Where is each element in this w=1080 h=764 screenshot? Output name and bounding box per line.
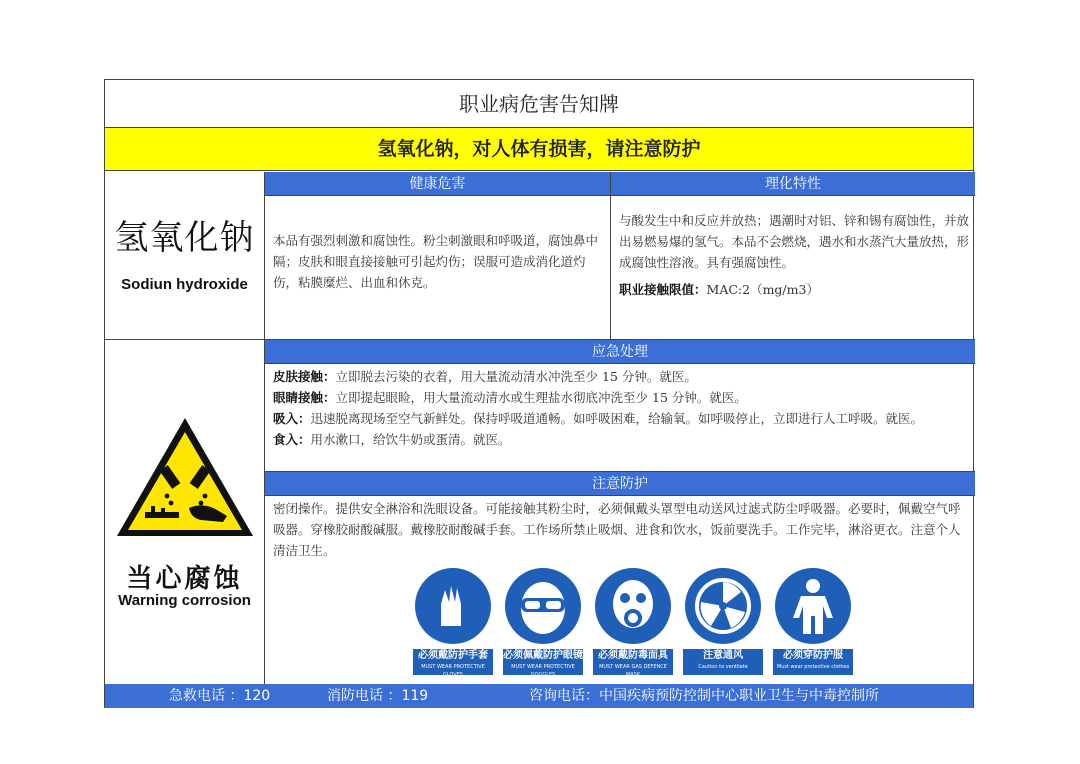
emergency-item-inhalation (273, 408, 967, 429)
emergency-heading: 应急处理 (265, 340, 975, 364)
ppe-sublabel: MUST WEAR PROTECTIVE GOGGLES (511, 664, 575, 678)
exposure-limit (619, 279, 969, 300)
warning-sign-text-en: Warning corrosion (118, 592, 251, 609)
substance-name-en: Sodiun hydroxide (121, 276, 248, 293)
emergency-item-label: 食入： (273, 432, 311, 447)
ppe-label: 必须戴防护手套 (418, 650, 488, 661)
emergency-item-text: 立即提起眼睑，用大量流动清水或生理盐水彻底冲洗至少 15 分钟。就医。 (335, 390, 747, 405)
emergency-list (265, 364, 975, 472)
emergency-item-text: 迅速脱离现场至空气新鲜处。保持呼吸道通畅。如呼吸困难，给输氧。如呼吸停止，立即进行人工呼吸。就医。 (310, 411, 924, 426)
emergency-item-skin (273, 366, 967, 387)
emergency-item-eyes (273, 387, 967, 408)
protection-text: 密闭操作。提供安全淋浴和洗眼设备。可能接触其粉尘时，必须佩戴头罩型电动送风过滤式防尘呼吸器。必要时，佩戴空气呼吸器。穿橡胶耐酸碱服。戴橡胶耐酸碱手套。工作场所禁止吸烟、进食和饮水，饭前要洗手。工作完毕，淋浴更衣。注意个人清洁卫生。 (273, 501, 961, 558)
substance-name-cell (105, 172, 265, 340)
physchem-body: 与酸发生中和反应并放热；遇潮时对铝、锌和锡有腐蚀性，并放出易燃易爆的氢气。本品不会燃烧，遇水和水蒸汽大量放热，形成腐蚀性溶液。具有强腐蚀性。 (619, 213, 970, 270)
ppe-gas-mask (593, 566, 673, 678)
ppe-sublabel: MUST WEAR PROTECTIVE GLOVES (421, 664, 485, 678)
consult-phone: 咨询电话：中国疾病预防控制中心职业卫生与中毒控制所 (529, 688, 879, 704)
exposure-limit-value: MAC:2（mg/m3） (706, 282, 819, 297)
ppe-icon-row (265, 566, 975, 684)
emergency-item-label: 吸入： (273, 411, 311, 426)
corrosion-warning-sign (105, 340, 265, 684)
substance-name-zh: 氢氧化钠 (114, 218, 255, 258)
footer-contacts (105, 684, 973, 708)
hazard-notice-board (104, 79, 974, 708)
ppe-protective-clothing (773, 566, 853, 670)
emergency-item-text: 用水漱口，给饮牛奶或蛋清。就医。 (310, 432, 511, 447)
corrosion-warning-icon (105, 340, 265, 560)
physchem-text (611, 196, 975, 340)
ppe-label: 必须佩戴防护眼镜 (503, 650, 583, 661)
ppe-label: 必须穿防护服 (783, 650, 843, 661)
ventilation-icon (683, 566, 763, 646)
warning-sign-text-zh: 当心腐蚀 (126, 564, 243, 594)
emergency-item-label: 眼睛接触： (273, 390, 336, 405)
protective-clothing-icon (773, 566, 853, 646)
exposure-limit-label: 职业接触限值： (619, 282, 707, 297)
health-hazard-heading: 健康危害 (265, 172, 611, 196)
health-hazard-text (265, 196, 611, 340)
page-title: 职业病危害告知牌 (105, 80, 973, 128)
ppe-gloves (413, 566, 493, 678)
emergency-item-ingestion (273, 429, 967, 450)
physchem-heading: 理化特性 (611, 172, 975, 196)
gloves-icon (413, 566, 493, 646)
warning-banner: 氢氧化钠，对人体有损害，请注意防护 (105, 128, 973, 171)
emergency-item-text: 立即脱去污染的衣着，用大量流动清水冲洗至少 15 分钟。就医。 (335, 369, 697, 384)
gas-mask-icon (593, 566, 673, 646)
ppe-sublabel: Caution to ventilate (698, 664, 748, 670)
ppe-ventilation (683, 566, 763, 670)
ppe-sublabel: Must wear protective clothes (776, 664, 850, 670)
ppe-label: 注意通风 (703, 650, 743, 661)
protection-heading: 注意防护 (265, 472, 975, 496)
ppe-label: 必须戴防毒面具 (598, 650, 668, 661)
goggles-icon (503, 566, 583, 646)
emergency-item-label: 皮肤接触： (273, 369, 336, 384)
health-hazard-body: 本品有强烈刺激和腐蚀性。粉尘刺激眼和呼吸道，腐蚀鼻中隔；皮肤和眼直接接触可引起灼伤；误服可造成消化道灼伤，粘膜糜烂、出血和休克。 (273, 233, 599, 290)
fire-phone: 消防电话 ：119 (327, 688, 429, 704)
first-aid-phone: 急救电话 ：120 (169, 688, 271, 704)
ppe-goggles (503, 566, 583, 678)
ppe-sublabel: MUST WEAR GAS DEFENCE MASK (599, 664, 667, 678)
